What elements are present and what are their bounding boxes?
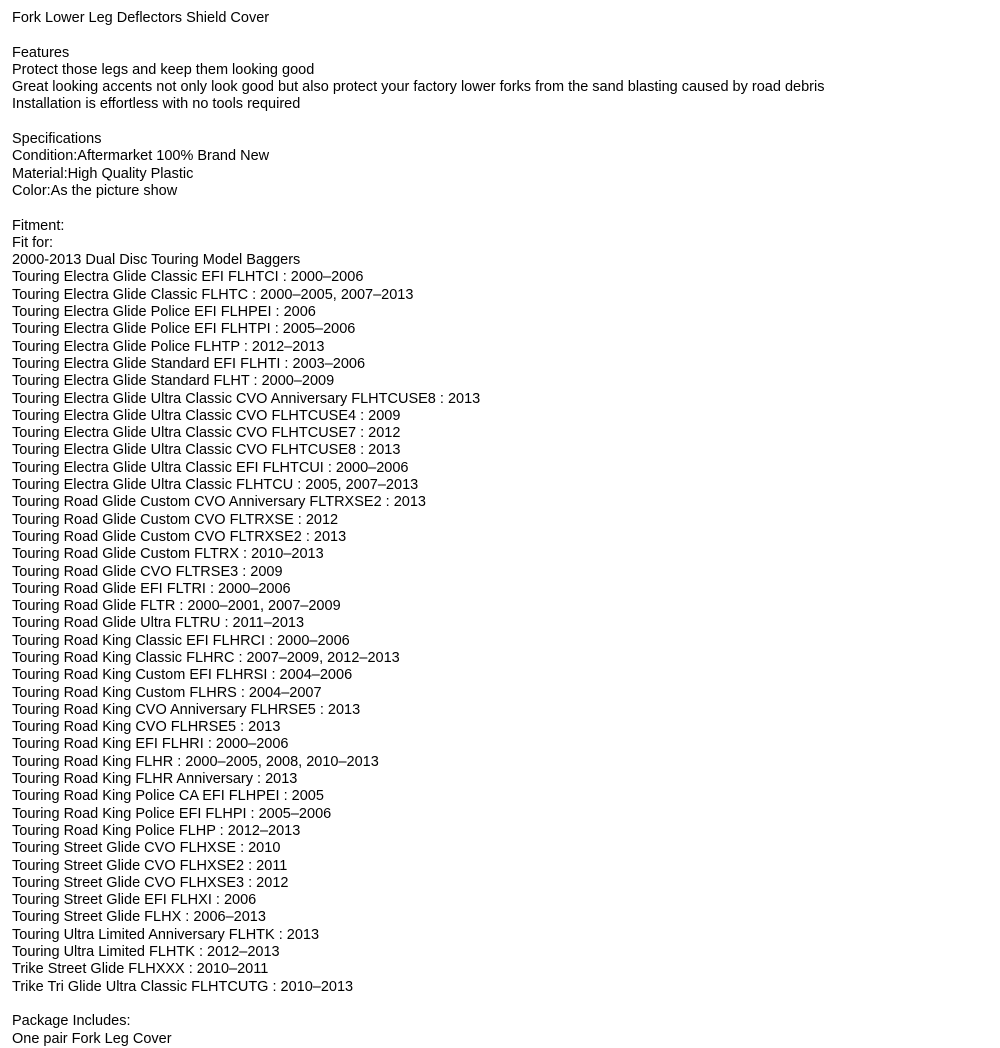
list-item: Touring Road King Classic FLHRC : 2007–2009, 2012–2013 (12, 649, 400, 666)
list-item: Material:High Quality Plastic (12, 165, 194, 182)
list-item: Touring Road Glide Ultra FLTRU : 2011–2013 (12, 615, 305, 632)
list-item: Trike Street Glide FLHXXX : 2010–2011 (12, 961, 269, 978)
list-item: Touring Road Glide EFI FLTRI : 2000–2006 (12, 580, 291, 597)
list-item: Touring Road Glide FLTR : 2000–2001, 2007–2009 (12, 598, 341, 615)
list-item: Touring Ultra Limited Anniversary FLHTK : 2013 (12, 926, 320, 943)
list-item: Touring Electra Glide Ultra Classic CVO FLHTCUSE4 : 2009 (12, 407, 401, 424)
list-item: Touring Ultra Limited FLHTK : 2012–2013 (12, 944, 280, 961)
specifications-section (12, 131, 988, 200)
list-item: Touring Street Glide CVO FLHXSE : 2010 (12, 840, 281, 857)
spacer (12, 27, 988, 44)
list-item: Great looking accents not only look good but also protect your factory lower forks from the sand blasting caused by road debris (12, 79, 825, 96)
list-item: 2000-2013 Dual Disc Touring Model Baggers (12, 252, 301, 269)
list-item: Touring Road King Police EFI FLHPI : 2005–2006 (12, 805, 332, 822)
list-item: Touring Electra Glide Classic FLHTC : 2000–2005, 2007–2013 (12, 286, 414, 303)
list-item: One pair Fork Leg Cover (12, 1030, 172, 1047)
list-item: Touring Electra Glide Police FLHTP : 2012–2013 (12, 338, 325, 355)
specifications-heading: Specifications (12, 131, 102, 148)
list-item: Touring Street Glide CVO FLHXSE2 : 2011 (12, 857, 288, 874)
list-item: Touring Electra Glide Police EFI FLHTPI : 2005–2006 (12, 321, 356, 338)
list-item: Touring Road King FLHR : 2000–2005, 2008, 2010–2013 (12, 753, 379, 770)
list-item: Touring Road King Custom EFI FLHRSI : 2004–2006 (12, 667, 353, 684)
list-item: Condition:Aftermarket 100% Brand New (12, 148, 270, 165)
features-heading: Features (12, 44, 70, 61)
list-item: Touring Road Glide CVO FLTRSE3 : 2009 (12, 563, 283, 580)
list-item: Touring Electra Glide Classic EFI FLHTCI : 2000–2006 (12, 269, 364, 286)
package-heading: Package Includes: (12, 1013, 131, 1030)
fitment-list (12, 252, 988, 996)
list-item: Touring Road King CVO FLHRSE5 : 2013 (12, 719, 281, 736)
list-item: Touring Road King Classic EFI FLHRCI : 2000–2006 (12, 632, 350, 649)
page-title: Fork Lower Leg Deflectors Shield Cover (12, 10, 270, 26)
list-item: Touring Electra Glide Police EFI FLHPEI : 2006 (12, 304, 316, 321)
list-item: Touring Electra Glide Standard FLHT : 2000–2009 (12, 373, 335, 390)
list-item: Touring Road Glide Custom CVO FLTRXSE : 2012 (12, 511, 339, 528)
list-item: Touring Electra Glide Standard EFI FLHTI : 2003–2006 (12, 355, 366, 372)
list-item: Touring Road King Custom FLHRS : 2004–2007 (12, 684, 322, 701)
list-item: Touring Road Glide Custom FLTRX : 2010–2013 (12, 546, 324, 563)
features-section (12, 45, 988, 114)
list-item: Trike Tri Glide Ultra Classic FLHTCUTG : 2010–2013 (12, 978, 354, 995)
fitment-heading: Fitment: (12, 217, 65, 234)
list-item: Color:As the picture show (12, 182, 178, 199)
list-item: Touring Electra Glide Ultra Classic EFI FLHTCUI : 2000–2006 (12, 459, 409, 476)
list-item: Touring Road King EFI FLHRI : 2000–2006 (12, 736, 289, 753)
list-item: Touring Electra Glide Ultra Classic CVO FLHTCUSE7 : 2012 (12, 425, 401, 442)
spacer (12, 996, 988, 1013)
spacer (12, 200, 988, 217)
list-item: Touring Road King Police FLHP : 2012–2013 (12, 822, 301, 839)
list-item: Touring Road King Police CA EFI FLHPEI : 2005 (12, 788, 324, 805)
list-item: Touring Road King FLHR Anniversary : 2013 (12, 771, 298, 788)
list-item: Touring Electra Glide Ultra Classic FLHTCU : 2005, 2007–2013 (12, 477, 419, 494)
list-item: Installation is effortless with no tools required (12, 96, 301, 113)
list-item: Protect those legs and keep them looking good (12, 61, 315, 78)
list-item: Touring Electra Glide Ultra Classic CVO Anniversary FLHTCUSE8 : 2013 (12, 390, 481, 407)
list-item: Touring Electra Glide Ultra Classic CVO FLHTCUSE8 : 2013 (12, 442, 401, 459)
list-item: Touring Street Glide CVO FLHXSE3 : 2012 (12, 874, 289, 891)
package-section (12, 1013, 988, 1048)
fitment-subheading: Fit for: (12, 234, 54, 251)
package-list (12, 1031, 988, 1048)
features-list (12, 62, 988, 114)
list-item: Touring Road King CVO Anniversary FLHRSE5 : 2013 (12, 701, 361, 718)
spacer (12, 114, 988, 131)
specifications-list (12, 148, 988, 200)
fitment-section (12, 218, 988, 996)
list-item: Touring Street Glide EFI FLHXI : 2006 (12, 892, 257, 909)
list-item: Touring Street Glide FLHX : 2006–2013 (12, 909, 266, 926)
list-item: Touring Road Glide Custom CVO FLTRXSE2 : 2013 (12, 528, 347, 545)
list-item: Touring Road Glide Custom CVO Anniversary FLTRXSE2 : 2013 (12, 494, 426, 511)
